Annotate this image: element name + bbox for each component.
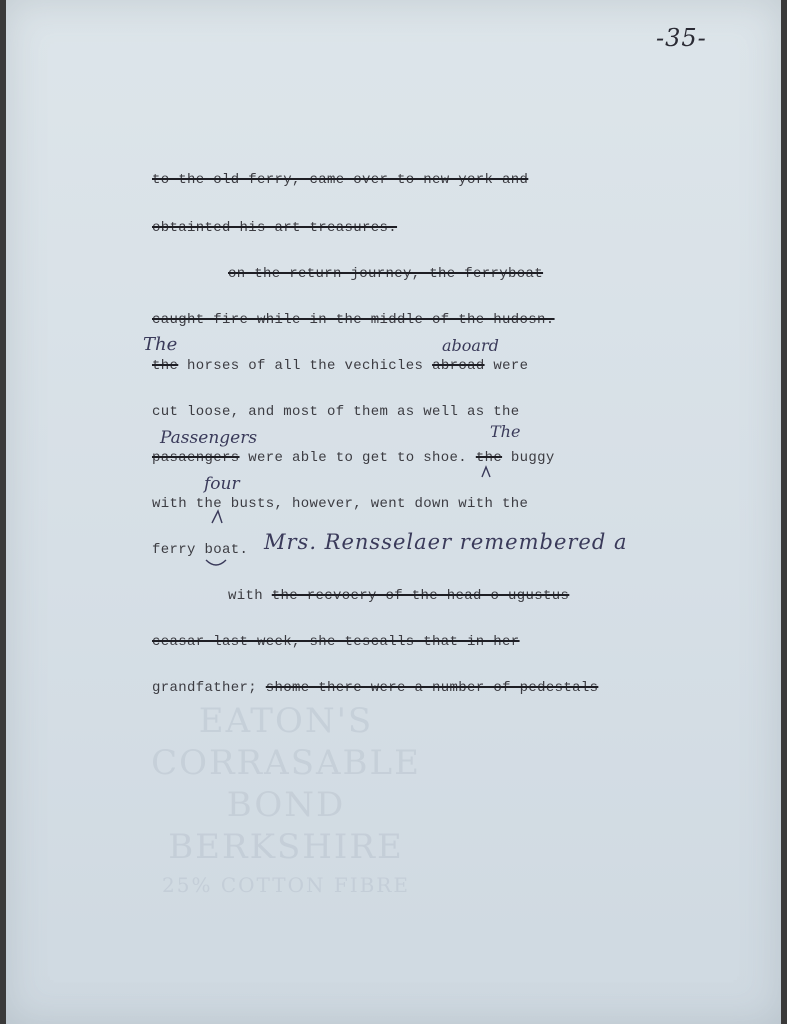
struck-text: the recvoery of the head o ugustus — [271, 588, 570, 604]
caret-mark — [212, 511, 222, 523]
join-mark — [206, 560, 226, 565]
typed-text: with — [228, 588, 272, 604]
typed-text: buggy — [502, 450, 555, 466]
handwritten-the: The — [143, 334, 178, 355]
typed-line-struck: on the return journey, the ferryboat — [228, 266, 544, 282]
handwritten-note: Mrs. Rensselaer remembered a — [264, 530, 628, 554]
typed-text: grandfather; — [152, 680, 266, 696]
handwritten-four: four — [204, 474, 240, 494]
handwritten-passengers: Passengers — [160, 428, 258, 448]
typed-line: with the busts, however, went down with the — [152, 496, 529, 512]
typed-line-struck: caught fire while in the middle of the hudosn. — [152, 312, 555, 328]
typed-line: ferry boat. — [152, 542, 249, 558]
watermark-line: BERKSHIRE — [168, 827, 404, 867]
watermark-line: CORRASABLE — [151, 743, 421, 783]
struck-text: shome there were a number of pedestals — [265, 680, 599, 696]
caret-mark — [482, 467, 490, 477]
caret-marks — [6, 0, 781, 1024]
typed-line-struck: ceasar last week, she tescalls that in her — [152, 634, 520, 650]
watermark-line: EATON'S — [198, 701, 374, 741]
struck-word: the — [475, 450, 503, 466]
typed-line — [152, 450, 555, 466]
typed-line-struck: obtainted his art treasures. — [152, 220, 398, 236]
paper-watermark — [136, 700, 436, 970]
typed-line — [152, 680, 598, 696]
typed-text: horses of all the vechicles — [178, 358, 433, 374]
typed-text: were able to get to shoe. — [239, 450, 476, 466]
struck-word: pasaengers — [152, 450, 240, 466]
handwritten-aboard: aboard — [442, 336, 499, 355]
struck-word: the — [152, 358, 179, 374]
typed-page — [6, 0, 781, 1024]
struck-word: abroad — [432, 358, 485, 374]
typed-line — [228, 588, 569, 604]
typed-line-struck: to the old ferry, came over to new york and — [152, 172, 529, 188]
page-number: -35- — [656, 24, 707, 52]
typed-line — [152, 358, 528, 374]
typed-text: were — [484, 358, 529, 374]
handwritten-the-2: The — [490, 422, 521, 441]
watermark-line: BOND — [226, 785, 346, 825]
typed-line: cut loose, and most of them as well as the — [152, 404, 520, 420]
watermark-line: 25% COTTON FIBRE — [162, 873, 410, 897]
